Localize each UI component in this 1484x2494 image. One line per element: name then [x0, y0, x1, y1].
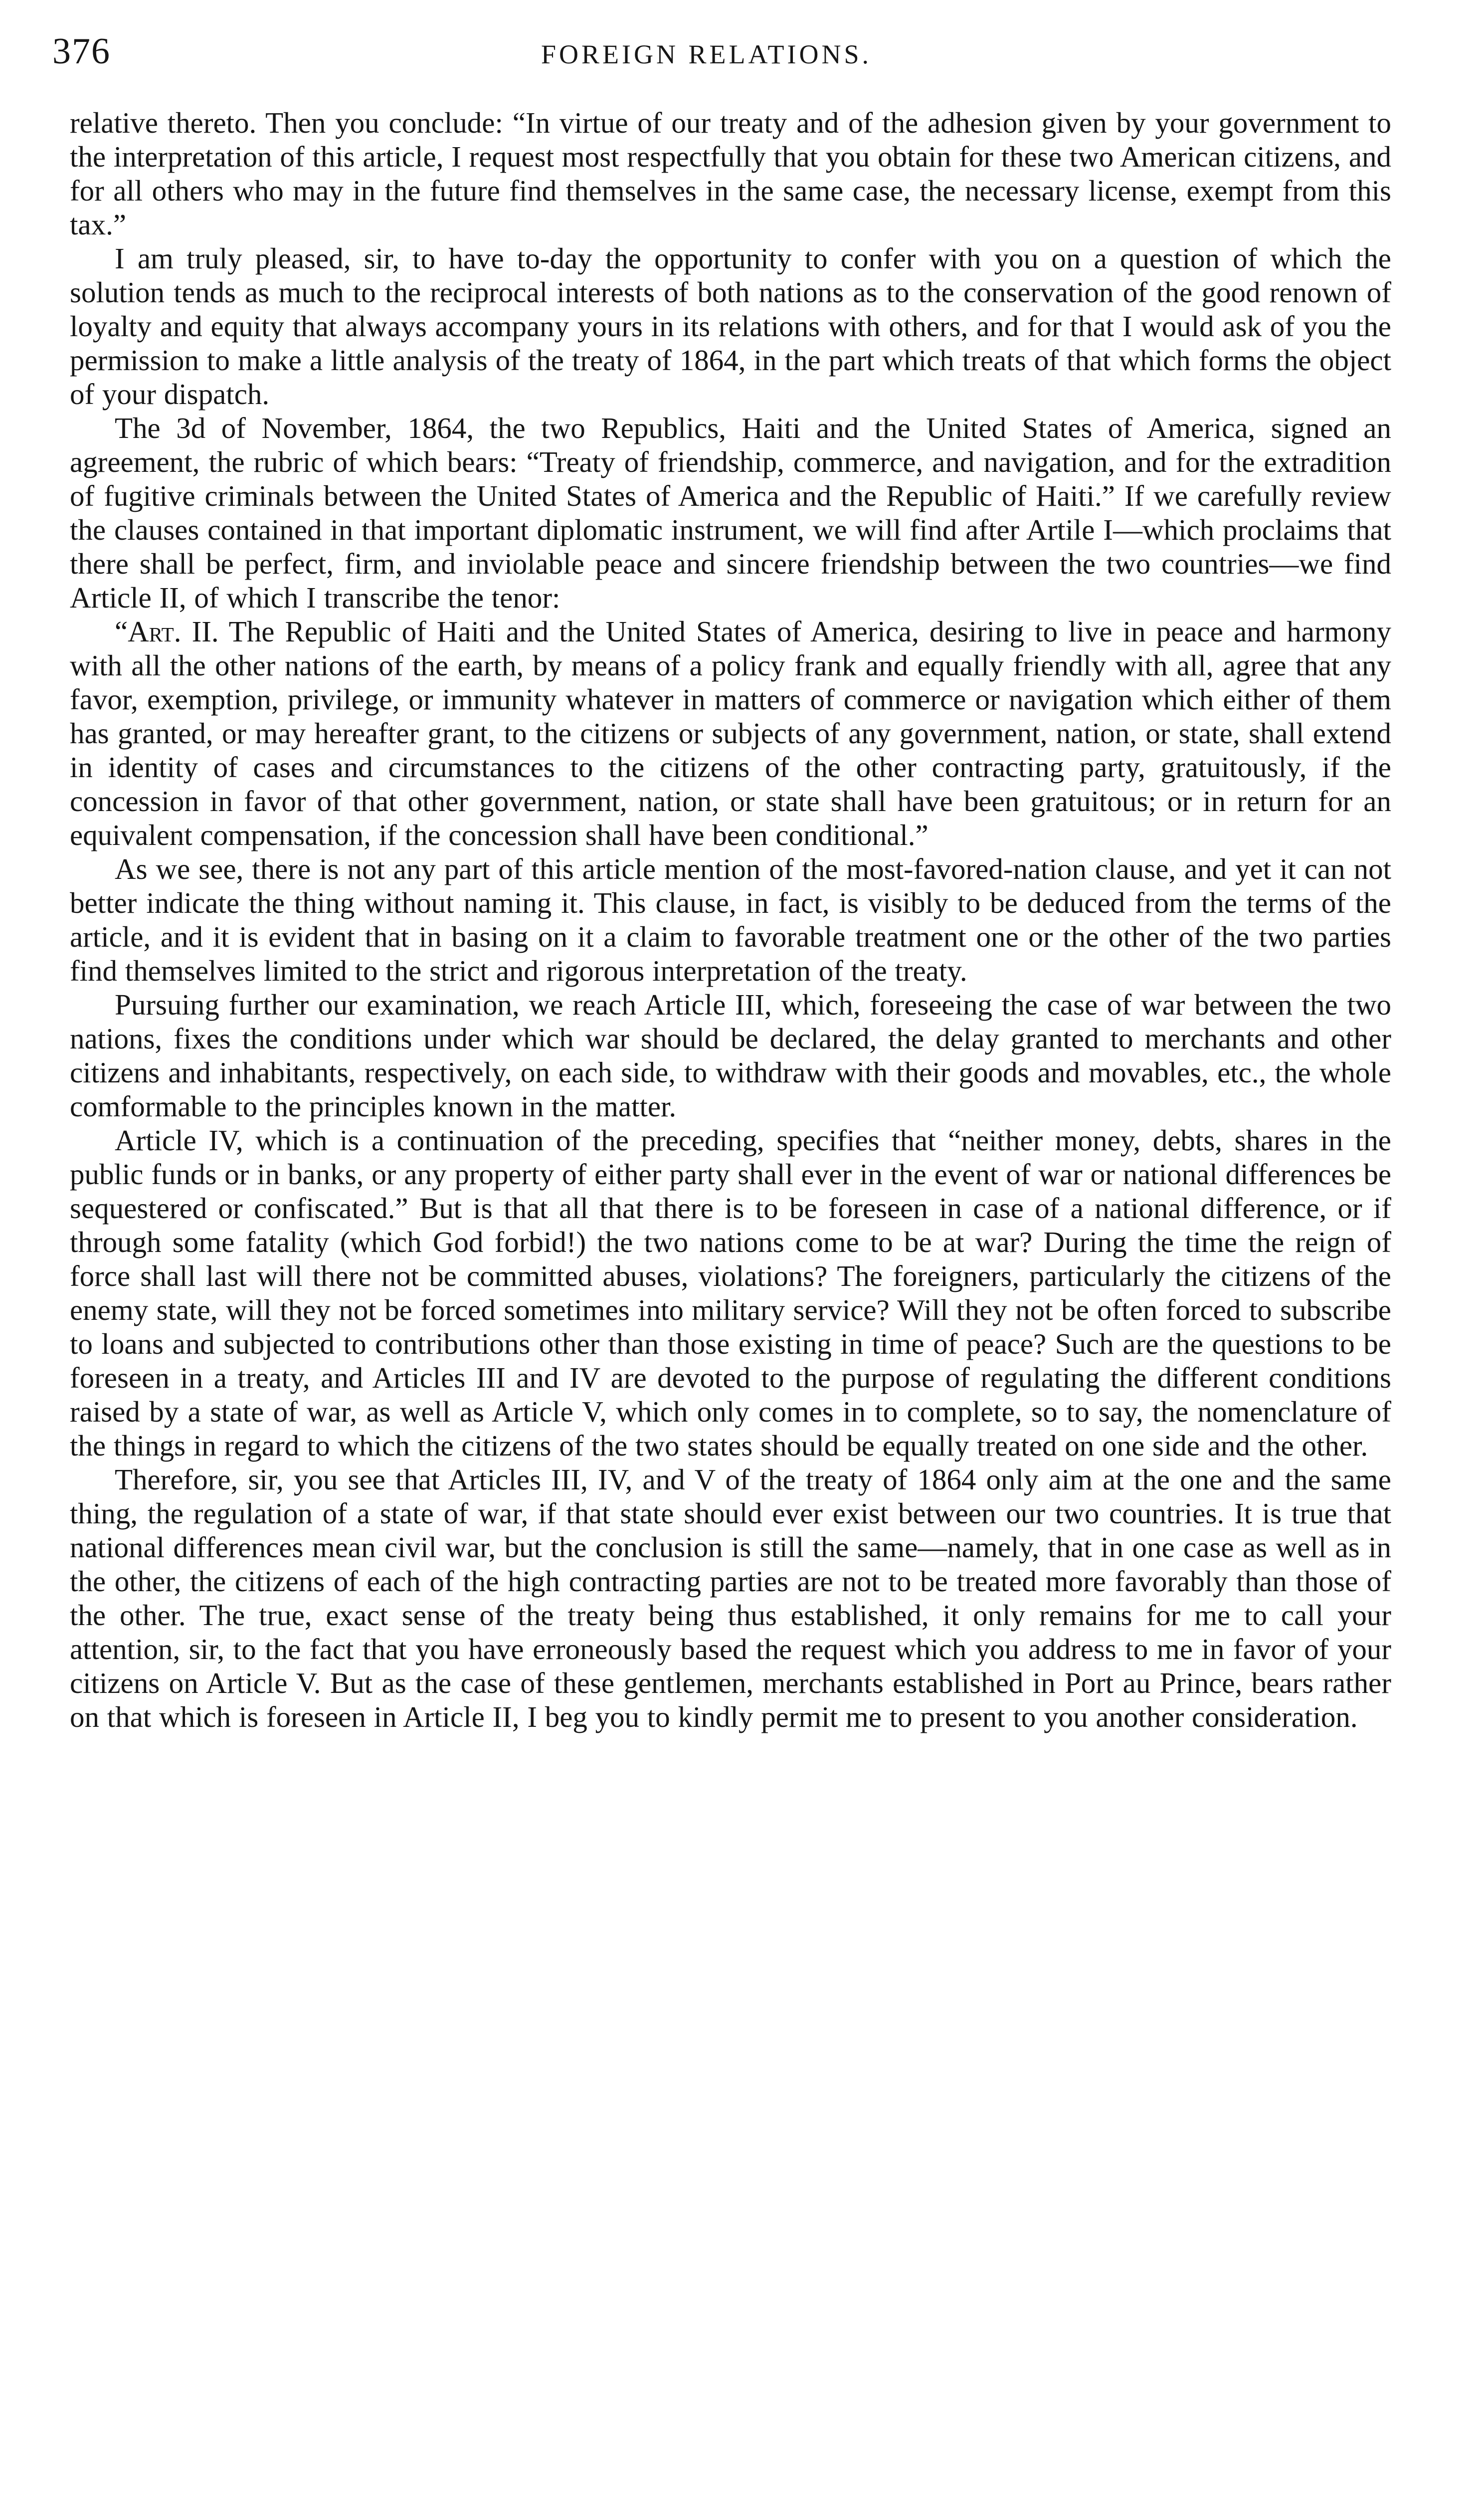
paragraph-8: Therefore, sir, you see that Articles III, IV, and V of the treaty of 1864 only aim at the one and the same thing, the regulation of a state of war, if that state should ever exist between our two countries. It is true that national differences mean civil war, but the conclusion is still the same—namely, that in one case as well as in the other, the citizens of each of the high contracting parties are not to be treated more favorably than those of the other. The true, exact sense of the treaty being thus established, it only remains for me to call your attention, sir, to the fact that you have erroneously based the request which you address to me in favor of your citizens on Article V. But as the case of these gentlemen, merchants established in Port au Prince, bears rather on that which is foreseen in Article II, I beg you to kindly permit me to present to you another consideration. [70, 1463, 1391, 1733]
body-text [70, 106, 1391, 2380]
page-header [52, 29, 1399, 74]
paragraph-3: The 3d of November, 1864, the two Republics, Haiti and the United States of America, signed an agreement, the rubric of which bears: “Treaty of friendship, commerce, and navigation, and for the extradition of fugitive criminals between the United States of America and the Republic of Haiti.” If we carefully review the clauses contained in that important diplomatic instrument, we will find after Artile I—which proclaims that there shall be perfect, firm, and inviolable peace and sincere friendship between the two countries—we find Article II, of which I transcribe the tenor: [70, 412, 1391, 614]
paragraph-2: I am truly pleased, sir, to have to-day the opportunity to confer with you on a question of which the solution tends as much to the reciprocal interests of both nations as to the conservation of the good renown of loyalty and equity that always accompany yours in its relations with others, and for that I would ask of you the permission to make a little analysis of the treaty of 1864, in the part which treats of that which forms the object of your dispatch. [70, 242, 1391, 411]
article-quote [70, 615, 1391, 852]
paragraph-5: As we see, there is not any part of this article mention of the most-favored-nation clause, and yet it can not better indicate the thing without naming it. This clause, in fact, is visibly to be deduced from the terms of the article, and it is evident that in basing on it a claim to favorable treatment one or the other of the two parties find themselves limited to the strict and rigorous interpretation of the treaty. [70, 852, 1391, 987]
page-number: 376 [52, 31, 111, 72]
paragraph-7: Article IV, which is a continuation of the preceding, specifies that “neither money, debts, shares in the public funds or in banks, or any property of either party shall ever in the event of war or national differences be sequestered or confiscated.” But is that all that there is to be foreseen in case of a national difference, or if through some fatality (which God forbid!) the two nations come to be at war? During the time the reign of force shall last will there not be committed abuses, violations? The foreigners, particularly the citizens of the enemy state, will they not be forced sometimes into military service? Will they not be often forced to subscribe to loans and subjected to contributions other than those existing in time of peace? Such are the questions to be foreseen in a treaty, and Articles III and IV are devoted to the purpose of regulating the different conditions raised by a state of war, as well as Article V, which only comes in to complete, so to say, the nomenclature of the things in regard to which the citizens of the two states should be equally treated on one side and the other. [70, 1124, 1391, 1462]
article-label: “Art. [115, 615, 182, 648]
article-quote-text: II. The Republic of Haiti and the United States of America, desiring to live in peace and harmony with all the other nations of the earth, by means of a policy frank and equally friendly with all, agree that any favor, exemption, privilege, or immunity whatever in matters of commerce or navigation which either of them has granted, or may hereafter grant, to the citizens or subjects of any government, nation, or state, shall extend in identity of cases and circumstances to the citizens of the other contracting party, gratuitously, if the concession in favor of that other government, nation, or state shall have been gratuitous; or in return for an equivalent compensation, if the concession shall have been conditional.” [70, 615, 1391, 851]
paragraph-6: Pursuing further our examination, we reach Article III, which, foreseeing the case of war between the two nations, fixes the conditions under which war should be declared, the delay granted to merchants and other citizens and inhabitants, respectively, on each side, to withdraw with their goods and movables, etc., the whole comformable to the principles known in the matter. [70, 988, 1391, 1123]
running-title: FOREIGN RELATIONS. [541, 39, 872, 69]
paragraph-1: relative thereto. Then you conclude: “In virtue of our treaty and of the adhesion given by your government to the interpretation of this article, I request most respectfully that you obtain for these two American citizens, and for all others who may in the future find themselves in the same case, the necessary license, exempt from this tax.” [70, 106, 1391, 241]
